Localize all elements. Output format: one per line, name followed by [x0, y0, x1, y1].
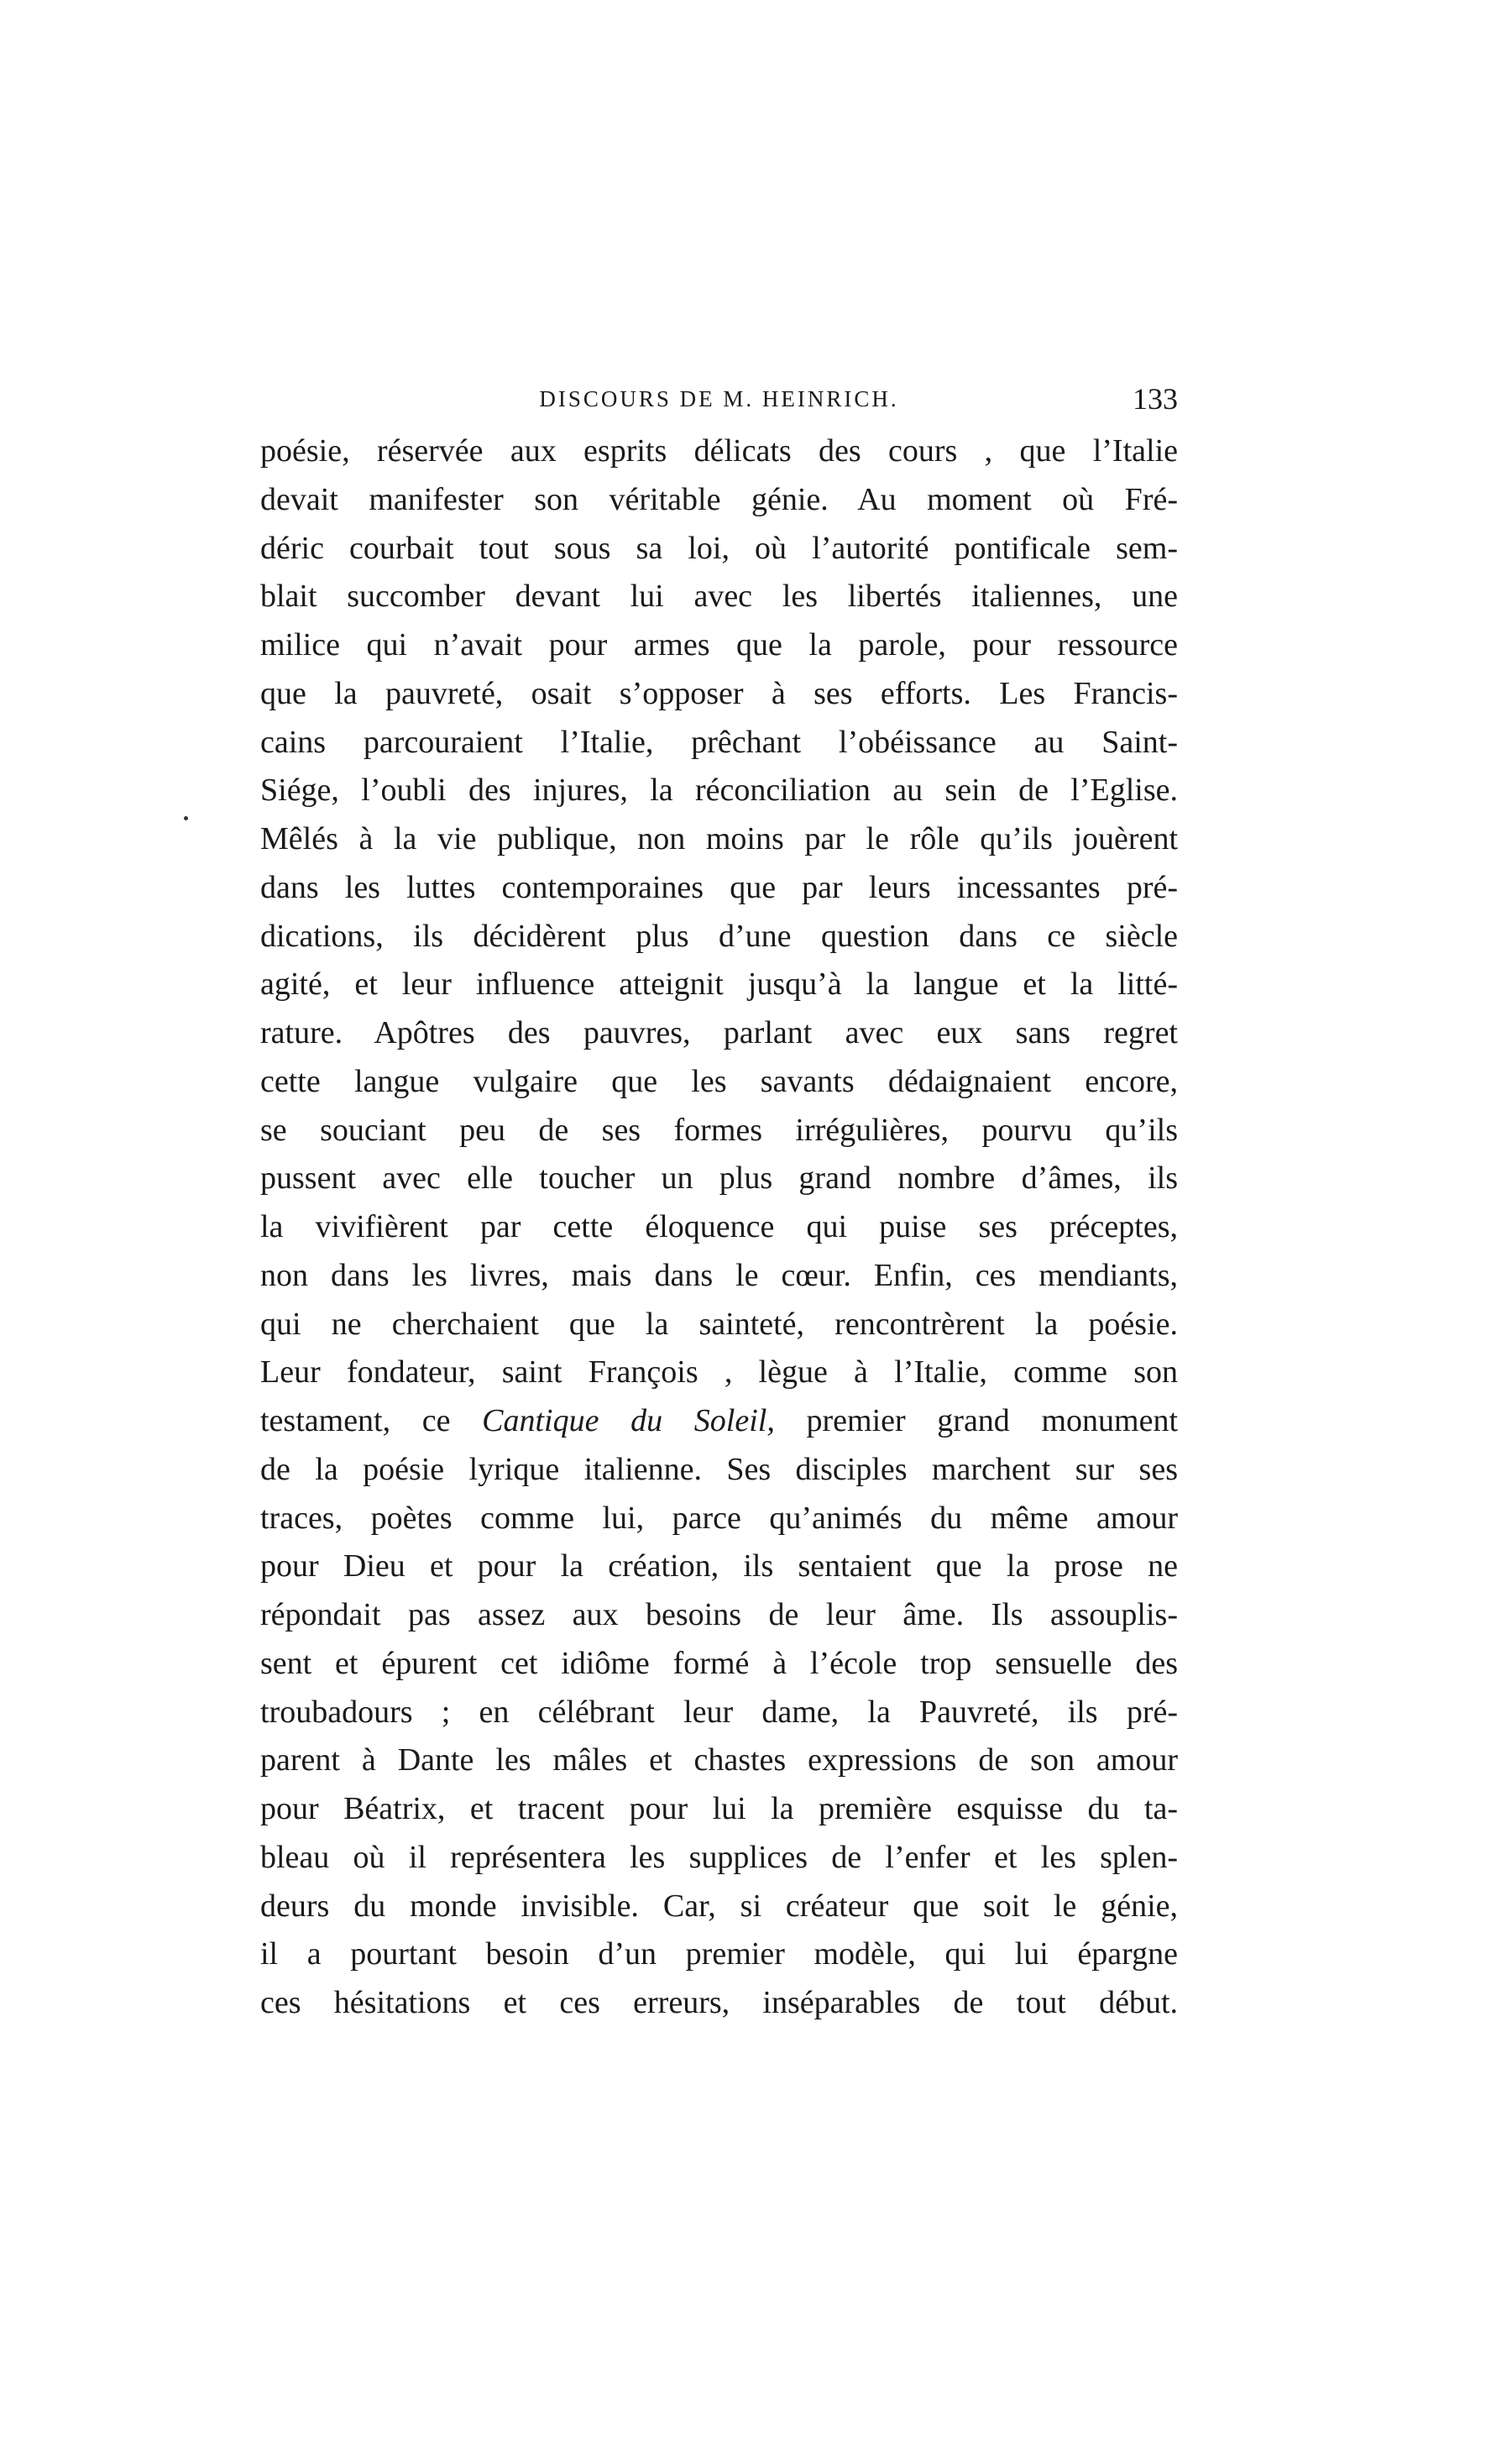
text-line: cains parcouraient l’Italie, prêchant l’obéissance au Saint-: [260, 724, 1178, 760]
text-line: se souciant peu de ses formes irrégulières, pourvu qu’ils: [260, 1112, 1178, 1148]
text-line: traces, poètes comme lui, parce qu’animés du même amour: [260, 1500, 1178, 1536]
text-line: la vivifièrent par cette éloquence qui puise ses préceptes,: [260, 1209, 1178, 1244]
text-line: pussent avec elle toucher un plus grand nombre d’âmes, ils: [260, 1160, 1178, 1197]
text-line: Leur fondateur, saint François , lègue à l’Italie, comme son: [260, 1354, 1178, 1391]
text-line: troubadours ; en célébrant leur dame, la Pauvreté, ils pré-: [260, 1694, 1178, 1730]
scan-speck: [184, 816, 188, 820]
italic-title: Cantique du Soleil,: [482, 1403, 775, 1438]
text-line: bleau où il représentera les supplices de l’enfer et les splen-: [260, 1839, 1178, 1875]
text-line: deurs du monde invisible. Car, si créateur que soit le génie,: [260, 1888, 1178, 1924]
text-line: non dans les livres, mais dans le cœur. Enfin, ces mendiants,: [260, 1257, 1178, 1293]
running-head: [260, 380, 1178, 418]
text-line: Siége, l’oubli des injures, la réconciliation au sein de l’Eglise.: [260, 773, 1178, 809]
text-line: sent et épurent cet idiôme formé à l’école trop sensuelle des: [260, 1645, 1178, 1681]
running-title: DISCOURS DE M. HEINRICH.: [539, 386, 899, 411]
text-line: rature. Apôtres des pauvres, parlant avec eux sans regret: [260, 1015, 1178, 1050]
text-line: agité, et leur influence atteignit jusqu’à la langue et la litté-: [260, 966, 1178, 1003]
text-line: milice qui n’avait pour armes que la parole, pour ressource: [260, 627, 1178, 663]
text-line: [260, 1397, 1178, 1446]
text-line: dans les luttes contemporaines que par leurs incessantes pré-: [260, 869, 1178, 905]
text-line: blait succomber devant lui avec les libertés italiennes, une: [260, 579, 1178, 615]
text-line: devait manifester son véritable génie. Au moment où Fré-: [260, 481, 1178, 517]
text-line: pour Dieu et pour la création, ils sentaient que la prose ne: [260, 1548, 1178, 1584]
text-line: dications, ils décidèrent plus d’une question dans ce siècle: [260, 918, 1178, 954]
text-line: déric courbait tout sous sa loi, où l’autorité pontificale sem-: [260, 530, 1178, 566]
body-text: [260, 427, 1178, 2028]
text-line: répondait pas assez aux besoins de leur âme. Ils assouplis-: [260, 1597, 1178, 1632]
text-line: parent à Dante les mâles et chastes expressions de son amour: [260, 1742, 1178, 1778]
line-text: testament, ce: [260, 1403, 451, 1438]
text-line: il a pourtant besoin d’un premier modèle, qui lui épargne: [260, 1936, 1178, 1972]
text-line: de la poésie lyrique italienne. Ses disciples marchent sur ses: [260, 1451, 1178, 1487]
text-line: cette langue vulgaire que les savants dédaignaient encore,: [260, 1063, 1178, 1099]
line-text: premier grand monument: [806, 1403, 1178, 1438]
text-line: qui ne cherchaient que la sainteté, rencontrèrent la poésie.: [260, 1306, 1178, 1342]
text-line: Mêlés à la vie publique, non moins par le rôle qu’ils jouèrent: [260, 821, 1178, 856]
text-line: pour Béatrix, et tracent pour lui la première esquisse du ta-: [260, 1791, 1178, 1826]
text-line: poésie, réservée aux esprits délicats des cours , que l’Italie: [260, 433, 1178, 469]
text-line: ces hésitations et ces erreurs, inséparables de tout début.: [260, 1985, 1178, 2020]
text-line: que la pauvreté, osait s’opposer à ses efforts. Les Francis-: [260, 675, 1178, 711]
page-number: 133: [1133, 382, 1178, 416]
